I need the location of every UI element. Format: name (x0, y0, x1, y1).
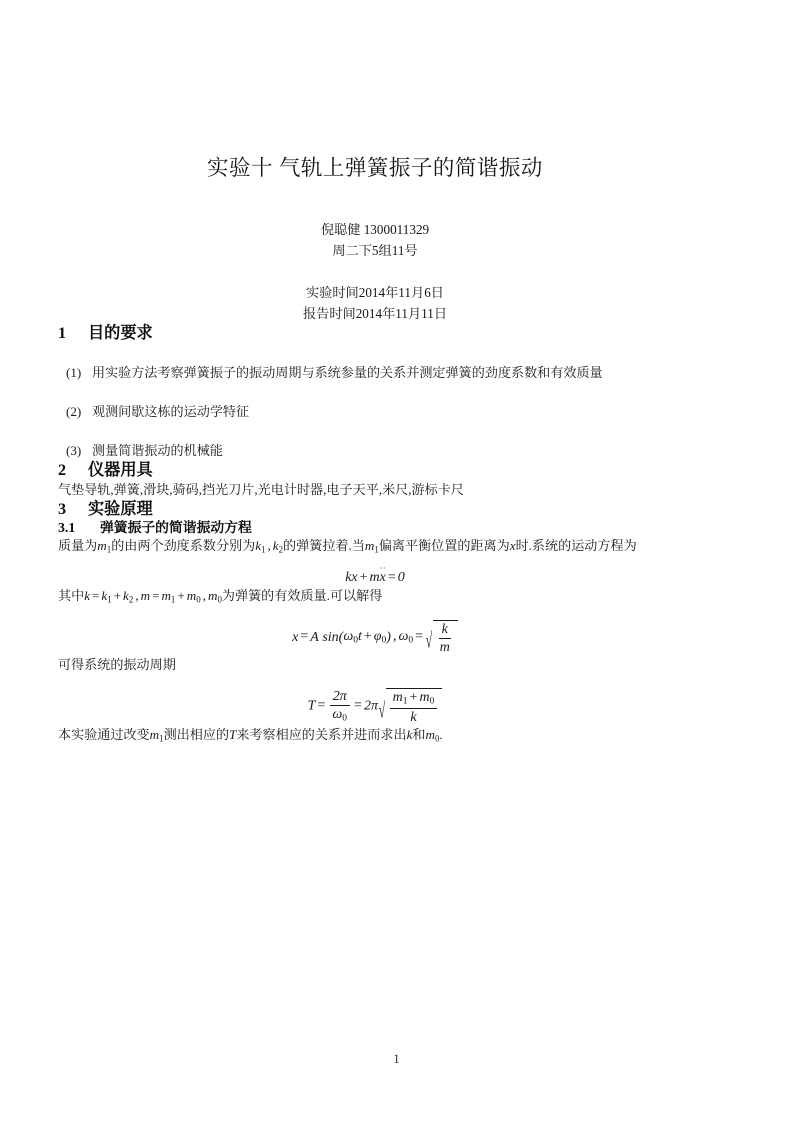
page-title: 实验十 气轨上弹簧振子的简谐振动 (207, 156, 543, 180)
comma-separator: , (267, 538, 271, 554)
list-marker: (1) (66, 364, 82, 380)
eq-omega0t: $\omega_0t$ (343, 629, 362, 647)
comma-separator: , (202, 587, 206, 603)
fraction-m1m0-k (390, 690, 438, 725)
where-text-1: 其中 (58, 587, 85, 603)
eq-phi0: $\varphi_0$ (373, 629, 387, 647)
section-number-2: 2 (58, 460, 67, 479)
equation-period (58, 688, 692, 725)
fraction-k-m (437, 622, 453, 655)
author-block (58, 219, 692, 262)
sqrt-k-over-m (425, 620, 458, 655)
symbol-T: T (229, 726, 237, 742)
symbol-k: k (406, 726, 413, 742)
author-name: 倪聪健 (320, 221, 361, 237)
section-heading-2 (58, 461, 692, 480)
group-line: 周二下5组11号 (332, 243, 418, 259)
eq-2pi: 2π (363, 698, 378, 714)
comma-separator: , (135, 587, 139, 603)
theory-where-paragraph (58, 586, 692, 607)
author-line (58, 219, 692, 240)
final-text-2: 测出相应的 (163, 726, 230, 742)
equation-of-motion (58, 562, 692, 586)
list-item-text: 用实验方法考察弹簧振子的振动周期与系统参量的关系并测定弹簧的劲度系数和有效质量 (92, 364, 603, 380)
eq-zero: 0 (397, 570, 405, 586)
radical-sign-icon: √ (425, 630, 433, 654)
eq-equals: = (317, 698, 326, 714)
subsection-heading-3-1 (58, 520, 692, 537)
equipment-paragraph: 气垫导轨,弹簧,滑块,骑码,挡光刀片,光电计时器,电子天平,米尺,游标卡尺 (58, 482, 464, 498)
final-text-3: 来考察相应的关系并进而求出 (236, 726, 407, 742)
comma-separator: , (392, 629, 397, 645)
fraction-numerator: k (439, 622, 451, 639)
eq-plus: + (363, 629, 372, 645)
section-title-1: 目的要求 (88, 324, 153, 343)
list-item-text: 观测间歇这栋的运动学特征 (92, 403, 250, 419)
section-title-2: 仪器用具 (88, 460, 153, 479)
eq-plus: + (359, 570, 368, 586)
theory-final-paragraph (58, 725, 692, 746)
intro-text-5: 时.系统的运动方程为 (515, 538, 637, 554)
equation-solution (58, 620, 692, 655)
fraction-2pi-omega0 (329, 689, 350, 724)
theory-intro-paragraph (58, 536, 692, 557)
radical-sign-icon: √ (378, 700, 386, 724)
eq-equals: = (415, 629, 424, 645)
eq-sin: sin( (318, 629, 344, 645)
symbol-m1: $m_1$ (364, 538, 379, 555)
eq-equals: = (300, 629, 309, 645)
report-date: 报告时间2014年11月11日 (302, 306, 448, 322)
list-marker: (2) (66, 403, 82, 419)
eq-equals: = (354, 698, 362, 714)
symbol-m1: $m_1$ (97, 538, 112, 555)
subsection-title-3-1: 弹簧振子的简谐振动方程 (100, 519, 252, 535)
list-item (58, 442, 692, 461)
final-text-5: . (439, 726, 443, 742)
list-item (58, 364, 692, 383)
eq-x: x (292, 629, 299, 645)
section-heading-3 (58, 500, 692, 519)
symbol-m0: $m_0$ (207, 587, 222, 605)
objectives-list (58, 364, 692, 461)
sqrt-m1-m0-over-k (378, 688, 442, 725)
student-id: 1300011329 (363, 221, 430, 237)
section-number-3: 3 (58, 500, 67, 519)
where-text-2: 为弹簧的有效质量.可以解得 (221, 587, 383, 603)
list-marker: (3) (66, 442, 82, 458)
intro-text-1: 质量为 (58, 538, 98, 554)
fraction-denominator: k (410, 709, 417, 725)
eq-term-mxddot: mx ·· (369, 562, 387, 586)
fraction-numerator: 2π (330, 689, 350, 706)
section-title-3: 实验原理 (88, 500, 153, 519)
eq-term-kx: kx (345, 570, 358, 586)
section-heading-1 (58, 324, 692, 343)
inline-eq-k: $k = k_1 + k_2$ (84, 587, 134, 605)
experiment-date: 实验时间2014年11月6日 (306, 284, 444, 300)
section-number-1: 1 (58, 324, 67, 343)
list-item-text: 测量简谐振动的机械能 (92, 442, 223, 458)
page-number: 1 (393, 1052, 400, 1066)
intro-text-3: 的弹簧拉着.当 (283, 538, 365, 554)
theory-period-paragraph: 可得系统的振动周期 (58, 656, 176, 672)
symbol-m0: $m_0$ (425, 726, 440, 744)
eq-amplitude: A (310, 629, 319, 645)
document-content (58, 0, 692, 746)
symbol-m1: $m_1$ (149, 726, 164, 744)
subsection-number-3-1: 3.1 (58, 519, 76, 535)
inline-eq-m: $m = m_1 + m_0$ (140, 587, 201, 605)
symbol-k1: $k_1$ (255, 538, 266, 555)
eq-T: T (307, 698, 316, 714)
fraction-numerator: $m_1 + m_0$ (390, 690, 438, 709)
list-item (58, 403, 692, 422)
fraction-denominator: m (439, 639, 450, 655)
symbol-k2: $k_2$ (272, 538, 284, 555)
final-text-4: 和 (412, 726, 426, 742)
intro-text-4: 偏离平衡位置的距离为 (378, 538, 510, 554)
final-text-1: 本实验通过改变 (58, 726, 150, 742)
eq-close-paren: ) (386, 629, 391, 645)
date-block (58, 282, 692, 325)
eq-equals: = (387, 570, 396, 586)
intro-text-2: 的由两个劲度系数分别为 (111, 538, 256, 554)
eq-omega0: $\omega_0$ (398, 629, 414, 647)
fraction-denominator: $\omega_0$ (332, 706, 348, 724)
symbol-x: x (509, 538, 516, 554)
